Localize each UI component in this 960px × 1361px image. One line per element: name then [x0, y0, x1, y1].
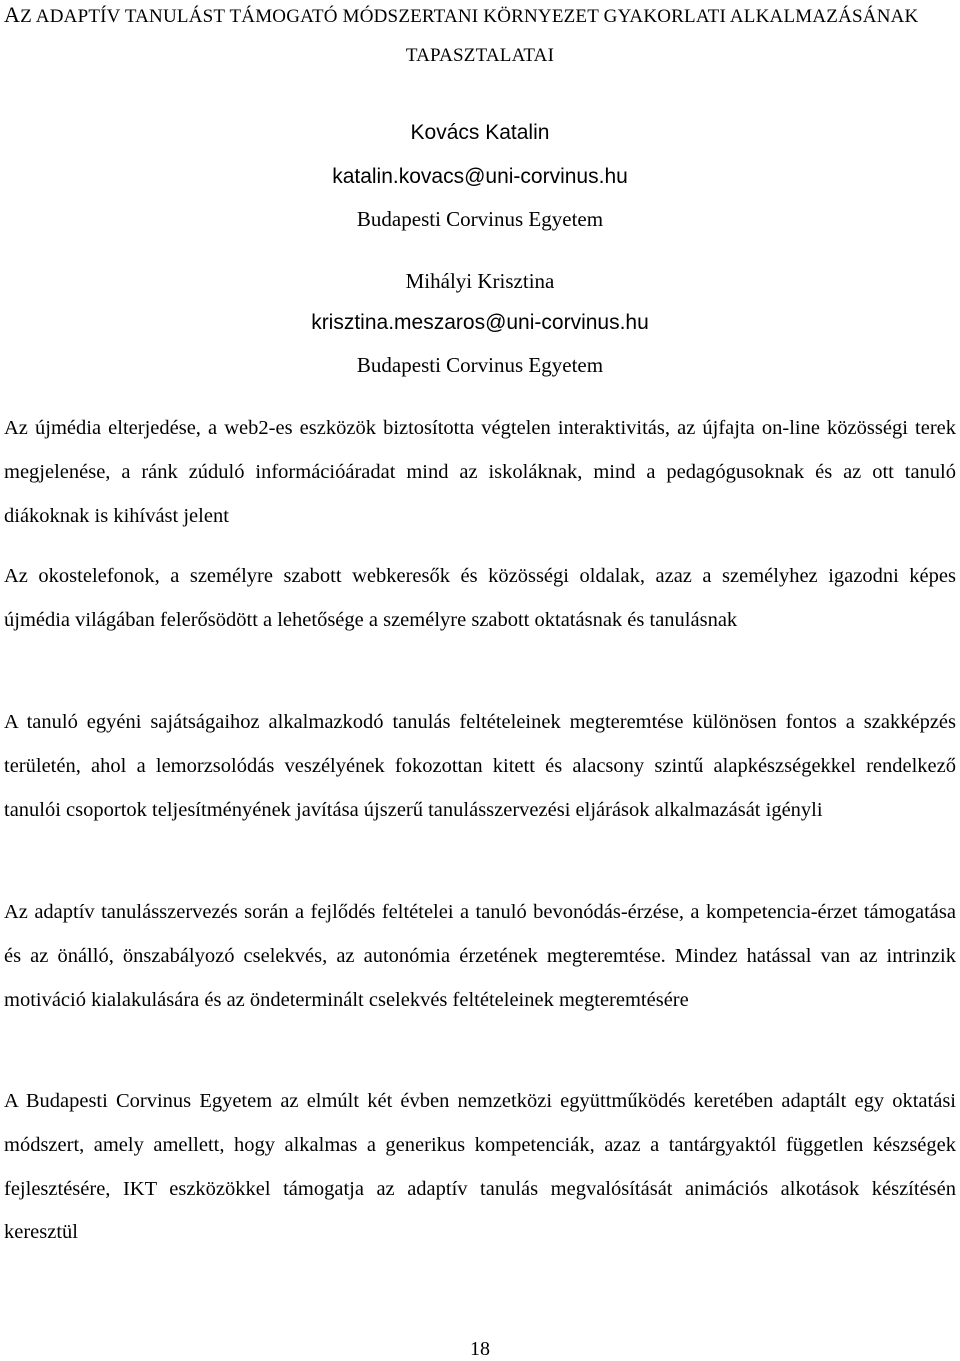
- page-number: 18: [470, 1338, 490, 1360]
- author-1-affiliation: Budapesti Corvinus Egyetem: [356, 207, 604, 231]
- author-2-affiliation: Budapesti Corvinus Egyetem: [356, 353, 604, 377]
- paragraph-5: A Budapesti Corvinus Egyetem az elmúlt két évben nemzetközi együttműködés keretében adaptált egy oktatási módszert, amely amellett, hogy alkalmas a generikus kompetenciák, azaz a tantárgyaktól független készségek fejlesztésére, IKT eszközökkel támogatja az adaptív tanulás megvalósítását animációs alkotások készítésén keresztül: [4, 1090, 956, 1244]
- title-line-1-text: Z ADAPTÍV TANULÁST TÁMOGATÓ MÓDSZERTANI KÖRNYEZET GYAKORLATI ALKALMAZÁSÁNAK: [20, 6, 919, 27]
- paragraph-1: Az újmédia elterjedése, a web2-es eszközök biztosította végtelen interaktivitás, az újfajta on-line közösségi terek megjelenése, a ránk zúduló információáradat mind az iskoláknak, mind a pedagógusoknak és az ott tanuló diákoknak is kihívást jelent: [4, 417, 956, 527]
- paper-title-line-2: TAPASZTALATAI: [405, 45, 555, 66]
- author-1-name: Kovács Katalin: [410, 121, 550, 144]
- paragraph-4: Az adaptív tanulásszervezés során a fejlődés feltételei a tanuló bevonódás-érzése, a kompetencia-érzet támogatása és az önálló, önszabályozó cselekvés, az autonómia érzetének megteremtése. Mindez hatással van az intrinzik motiváció kialakulására és az öndeterminált cselekvés feltételeinek megteremtésére: [4, 901, 956, 1011]
- author-2-name: Mihályi Krisztina: [405, 269, 555, 293]
- paper-title-line-1: [4, 2, 956, 28]
- author-1-email: katalin.kovacs@uni-corvinus.hu: [332, 165, 628, 188]
- author-2-email: krisztina.meszaros@uni-corvinus.hu: [311, 311, 649, 334]
- paragraph-2: Az okostelefonok, a személyre szabott webkeresők és közösségi oldalak, azaz a személyhez igazodni képes újmédia világában felerősödött a lehetősége a személyre szabott oktatásnak és tanulásnak: [4, 565, 956, 631]
- paragraph-3: A tanuló egyéni sajátságaihoz alkalmazkodó tanulás feltételeinek megteremtése különösen fontos a szakképzés területén, ahol a lemorzsolódás veszélyének fokozottan kitett és alacsony szintű alapkészségekkel rendelkező tanulói csoportok teljesítményének javítása újszerű tanulásszervezési eljárások alkalmazását igényli: [4, 711, 956, 821]
- title-initial: A: [4, 2, 21, 27]
